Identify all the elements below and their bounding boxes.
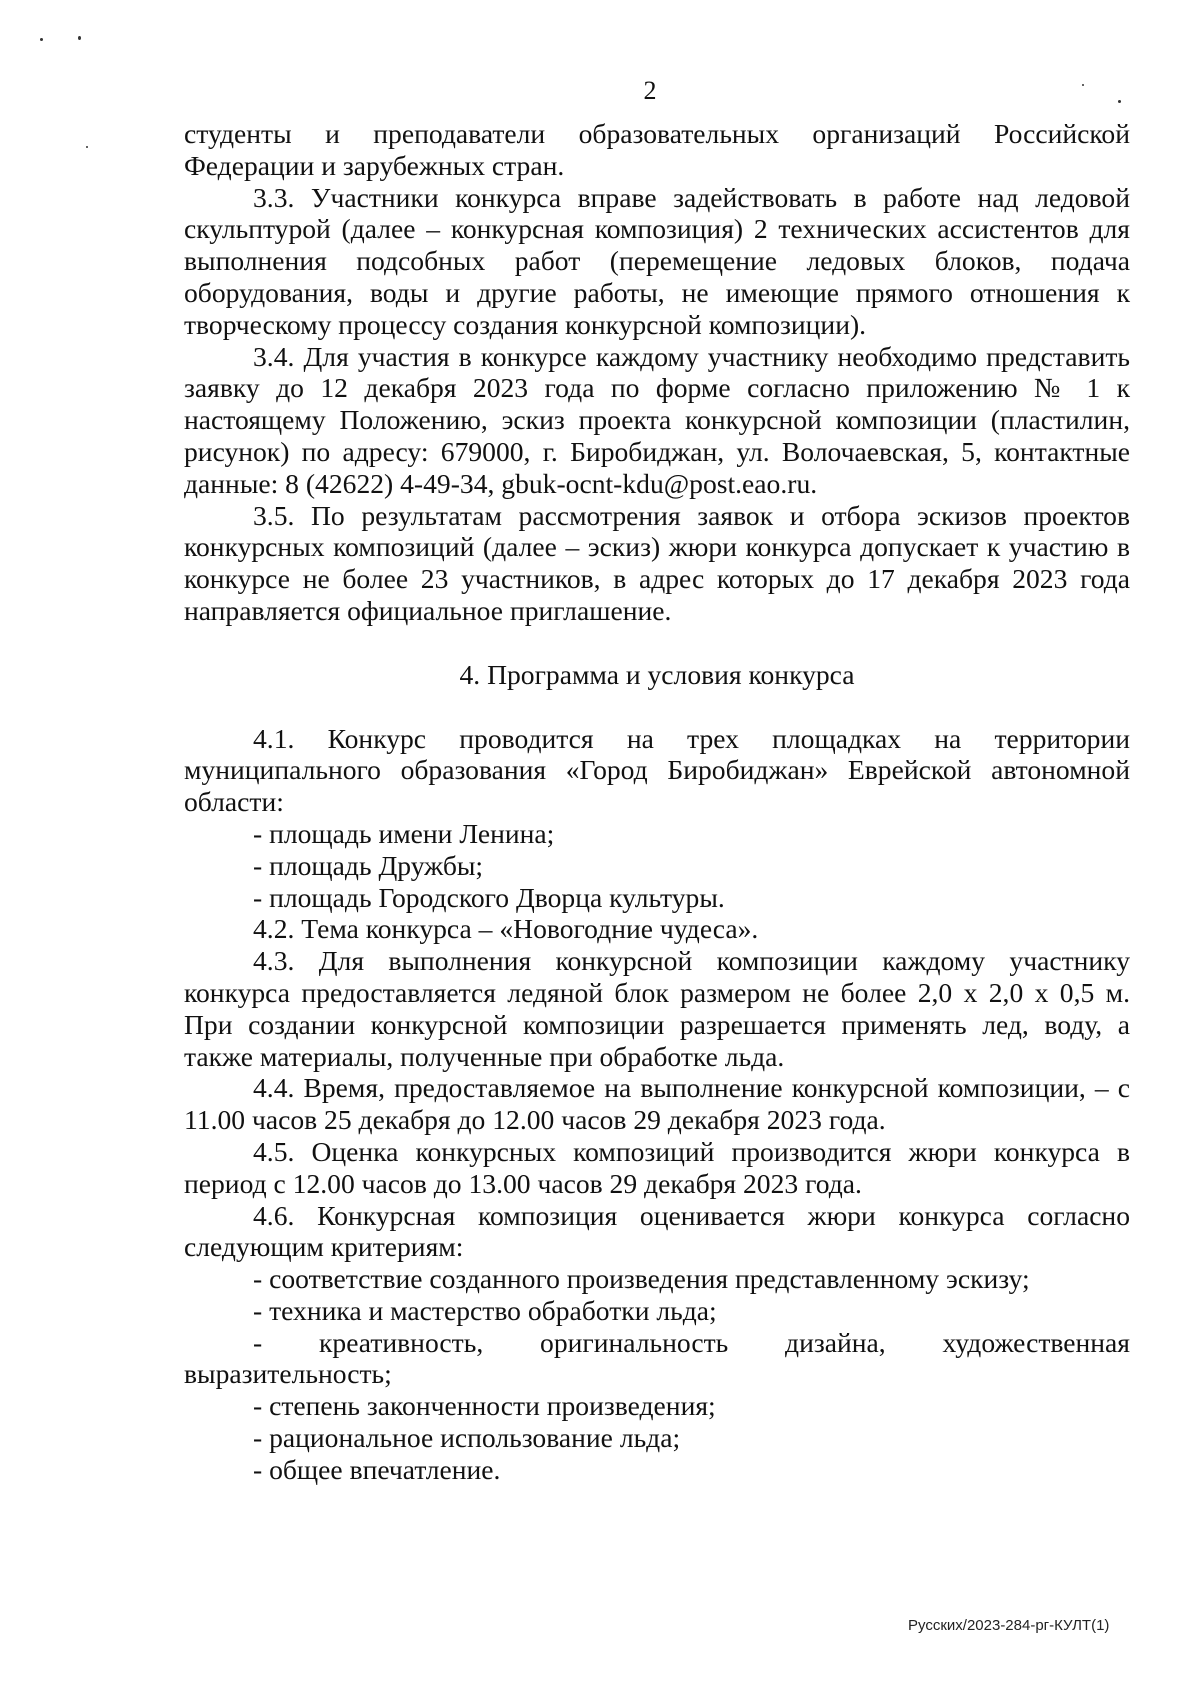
section-heading: 4. Программа и условия конкурса — [459, 658, 855, 690]
paragraph-4-1: 4.1. Конкурс проводится на трех площадках на территории муниципального образования «Город Биробиджан» Еврейской автономной области: — [184, 722, 1130, 818]
scan-speck — [78, 36, 81, 40]
paragraph-4-4: 4.4. Время, предоставляемое на выполнение конкурсной композиции, – с 11.00 часов 25 декабря до 12.00 часов 29 декабря 2023 года. — [184, 1072, 1130, 1136]
page-number: 2 — [643, 76, 657, 105]
criteria-list-item: - общее впечатление. — [253, 1453, 501, 1485]
scan-speck — [86, 146, 88, 148]
criteria-list-item: - техника и мастерство обработки льда; — [253, 1294, 717, 1326]
paragraph-3-3: 3.3. Участники конкурса вправе задействовать в работе над ледовой скульптурой (далее – конкурсная композиция) 2 технических ассистентов для выполнения подсобных работ (перемещение ледовых блоков, подача оборудования, воды и другие работы, не имеющие прямого отношения к творческому процессу создания конкурсной композиции). — [184, 181, 1130, 340]
venue-list-item: - площадь Городского Дворца культуры. — [253, 881, 725, 913]
scan-speck — [40, 38, 43, 41]
criteria-list-item: - степень законченности произведения; — [253, 1390, 716, 1422]
document-reference-code: Русских/2023-284-рг-КУЛТ(1) — [908, 1617, 1110, 1634]
paragraph-4-6: 4.6. Конкурсная композиция оценивается жюри конкурса согласно следующим критериям: — [184, 1199, 1130, 1263]
criteria-list-item: - соответствие созданного произведения представленному эскизу; — [253, 1263, 1030, 1295]
paragraph-3-4: 3.4. Для участия в конкурсе каждому участнику необходимо представить заявку до 12 декабря 2023 года по форме согласно приложению № 1 к настоящему Положению, эскиз проекта конкурсной композиции (пластилин, рисунок) по адресу: 679000, г. Биробиджан, ул. Волочаевская, 5, контактные данные: 8 (42622) 4-49-34, gbuk-ocnt-kdu@post.eao.ru. — [184, 340, 1130, 499]
document-body — [184, 118, 1130, 1486]
criteria-list-item: - рациональное использование льда; — [253, 1422, 681, 1454]
venue-list-item: - площадь имени Ленина; — [253, 817, 555, 849]
paragraph-3-5: 3.5. По результатам рассмотрения заявок и отбора эскизов проектов конкурсных композиций (далее – эскиз) жюри конкурса допускает к участию в конкурсе не более 23 участников, в адрес которых до 17 декабря 2023 года направляется официальное приглашение. — [184, 499, 1130, 626]
venue-list-item: - площадь Дружбы; — [253, 849, 484, 881]
paragraph-4-2: 4.2. Тема конкурса – «Новогодние чудеса». — [253, 913, 759, 945]
paragraph-continuation: студенты и преподаватели образовательных организаций Российской Федерации и зарубежных стран. — [184, 118, 1130, 181]
paragraph-4-5: 4.5. Оценка конкурсных композиций производится жюри конкурса в период с 12.00 часов до 13.00 часов 29 декабря 2023 года. — [184, 1135, 1130, 1199]
criteria-list-item: - креативность, оригинальность дизайна, художественная выразительность; — [184, 1326, 1130, 1390]
paragraph-4-3: 4.3. Для выполнения конкурсной композиции каждому участнику конкурса предоставляется ледяной блок размером не более 2,0 х 2,0 х 0,5 м. При создании конкурсной композиции разрешается применять лед, воду, а также материалы, полученные при обработке льда. — [184, 945, 1130, 1072]
